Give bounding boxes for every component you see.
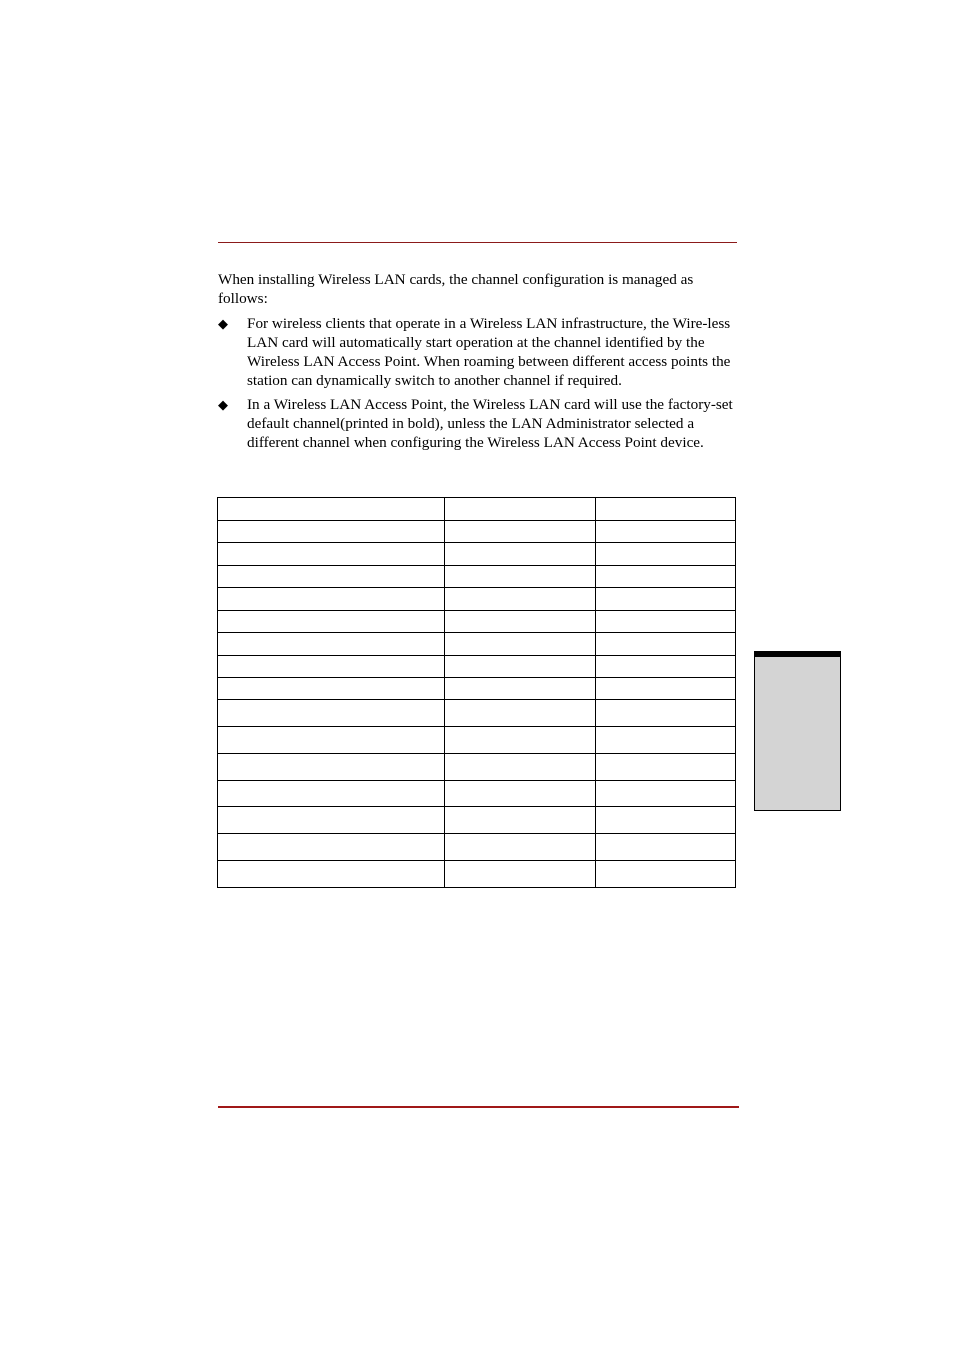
table-row: [218, 521, 736, 543]
table-cell: [218, 834, 445, 861]
diamond-bullet-icon: ◆: [218, 397, 228, 412]
table-cell: [596, 754, 736, 781]
table-row: [218, 633, 736, 656]
table-cell: [218, 754, 445, 781]
table-row: [218, 861, 736, 888]
table-row: [218, 543, 736, 566]
table-cell: [218, 656, 445, 678]
table-cell: [445, 611, 596, 633]
intro-paragraph: When installing Wireless LAN cards, the channel configuration is managed as follows:: [218, 271, 694, 307]
channel-table: [217, 497, 736, 888]
table-cell: [445, 521, 596, 543]
table-cell: [445, 807, 596, 834]
table-cell: [445, 498, 596, 521]
table-row: [218, 566, 736, 588]
table-row: [218, 754, 736, 781]
bullet-text: In a Wireless LAN Access Point, the Wireless LAN card will use the factory-set default channel(printed in bold), unless the LAN Administrator selected a different channel when configuring the Wireless LAN Access Point device.: [247, 396, 733, 451]
table-row: [218, 588, 736, 611]
table-cell: [596, 781, 736, 807]
table-row: [218, 678, 736, 700]
table-cell: [445, 754, 596, 781]
channel-table-body: [218, 498, 736, 888]
table-cell: [445, 700, 596, 727]
bullet-item-access-point: [218, 395, 738, 452]
table-cell: [596, 633, 736, 656]
table-row: [218, 834, 736, 861]
table-cell: [596, 834, 736, 861]
table-row: [218, 727, 736, 754]
table-cell: [445, 656, 596, 678]
table-cell: [596, 807, 736, 834]
bullet-item-infrastructure: [218, 314, 738, 390]
table-cell: [218, 727, 445, 754]
table-cell: [596, 656, 736, 678]
table-cell: [596, 588, 736, 611]
table-cell: [445, 543, 596, 566]
table-cell: [445, 588, 596, 611]
table-row: [218, 498, 736, 521]
footer-rule: [218, 1106, 739, 1108]
table-cell: [596, 521, 736, 543]
table-cell: [445, 781, 596, 807]
table-cell: [218, 611, 445, 633]
bullet-text: For wireless clients that operate in a Wireless LAN infrastructure, the Wire-less LAN card will automatically start operation at the channel identified by the Wireless LAN Access Point. When roaming between different access points the station can dynamically switch to another channel if required.: [247, 315, 731, 389]
table-cell: [445, 834, 596, 861]
table-cell: [596, 678, 736, 700]
table-row: [218, 781, 736, 807]
table-cell: [596, 700, 736, 727]
table-cell: [218, 678, 445, 700]
table-row: [218, 656, 736, 678]
table-cell: [218, 521, 445, 543]
table-cell: [445, 633, 596, 656]
table-row: [218, 700, 736, 727]
table-cell: [218, 807, 445, 834]
table-cell: [218, 861, 445, 888]
table-cell: [445, 678, 596, 700]
table-cell: [596, 543, 736, 566]
table-cell: [218, 566, 445, 588]
table-cell: [218, 700, 445, 727]
table-cell: [596, 861, 736, 888]
table-cell: [596, 498, 736, 521]
table-row: [218, 807, 736, 834]
table-cell: [218, 498, 445, 521]
table-cell: [445, 727, 596, 754]
bullet-list: [218, 314, 738, 457]
table-cell: [218, 588, 445, 611]
table-cell: [218, 781, 445, 807]
table-cell: [596, 727, 736, 754]
header-rule: [218, 242, 737, 243]
table-cell: [596, 611, 736, 633]
table-cell: [445, 566, 596, 588]
table-cell: [445, 861, 596, 888]
table-cell: [596, 566, 736, 588]
table-cell: [218, 543, 445, 566]
diamond-bullet-icon: ◆: [218, 316, 228, 331]
table-cell: [218, 633, 445, 656]
table-row: [218, 611, 736, 633]
chapter-side-tab: [754, 651, 841, 811]
